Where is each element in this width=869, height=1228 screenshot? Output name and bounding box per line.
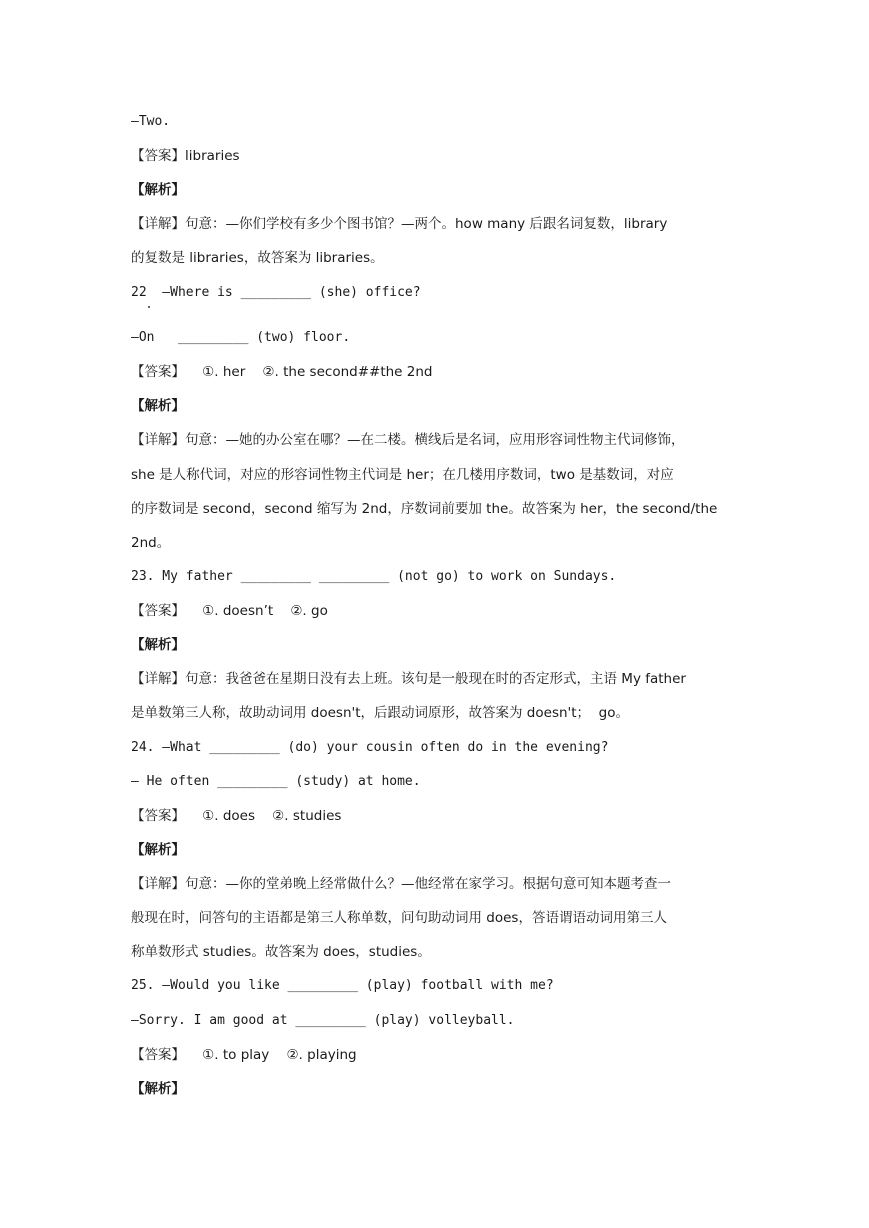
answer-label: 【答案】 ①. her ②. the second##the 2nd bbox=[131, 364, 433, 380]
explanation-text: 般现在时，问答句的主语都是第三人称单数，问句助动词用 does，答语谓语动词用第三人 bbox=[131, 910, 667, 926]
analysis-label: 【解析】 bbox=[131, 398, 185, 414]
explanation-text: she 是人称代词，对应的形容词性物主代词是 her；在几楼用序数词，two 是基数词，对应 bbox=[131, 467, 674, 483]
question-24: 24. —What _________ (do) your cousin often do in the evening? bbox=[131, 740, 609, 755]
question-24-line-2: — He often _________ (study) at home. bbox=[131, 774, 421, 789]
answer-label: 【答案】libraries bbox=[131, 148, 240, 164]
question-22: 22 —Where is _________ (she) office? bbox=[131, 285, 421, 300]
explanation-text: 【详解】句意：—你的堂弟晚上经常做什么？—他经常在家学习。根据句意可知本题考查一 bbox=[131, 876, 671, 892]
question-25-line-2: —Sorry. I am good at _________ (play) volleyball. bbox=[131, 1013, 515, 1028]
explanation-text: 【详解】句意：我爸爸在星期日没有去上班。该句是一般现在时的否定形式，主语 My father bbox=[131, 671, 686, 687]
question-25: 25. —Would you like _________ (play) football with me? bbox=[131, 978, 554, 993]
analysis-label: 【解析】 bbox=[131, 1081, 185, 1097]
explanation-text: 【详解】句意：—你们学校有多少个图书馆？—两个。how many 后跟名词复数，library bbox=[131, 216, 668, 232]
answer-text: —Two. bbox=[131, 114, 171, 129]
explanation-text: 2nd。 bbox=[131, 535, 171, 551]
analysis-label: 【解析】 bbox=[131, 182, 185, 198]
explanation-text: 【详解】句意：—她的办公室在哪？—在二楼。横线后是名词，应用形容词性物主代词修饰， bbox=[131, 432, 685, 448]
analysis-label: 【解析】 bbox=[131, 842, 185, 858]
analysis-label: 【解析】 bbox=[131, 637, 185, 653]
answer-label: 【答案】 ①. doesn’t ②. go bbox=[131, 603, 328, 619]
answer-label: 【答案】 ①. to play ②. playing bbox=[131, 1047, 357, 1063]
explanation-text: 的序数词是 second，second 缩写为 2nd，序数词前要加 the。故答案为 her，the second/the bbox=[131, 501, 718, 517]
explanation-text: 称单数形式 studies。故答案为 does，studies。 bbox=[131, 944, 431, 960]
answer-label: 【答案】 ①. does ②. studies bbox=[131, 808, 342, 824]
bullet-dot bbox=[148, 306, 150, 308]
explanation-text: 的复数是 libraries，故答案为 libraries。 bbox=[131, 250, 384, 266]
question-23: 23. My father _________ _________ (not go) to work on Sundays. bbox=[131, 569, 617, 584]
question-22-line-2: —On _________ (two) floor. bbox=[131, 330, 351, 345]
explanation-text: 是单数第三人称，故助动词用 doesn't，后跟动词原形，故答案为 doesn't； go。 bbox=[131, 705, 629, 721]
